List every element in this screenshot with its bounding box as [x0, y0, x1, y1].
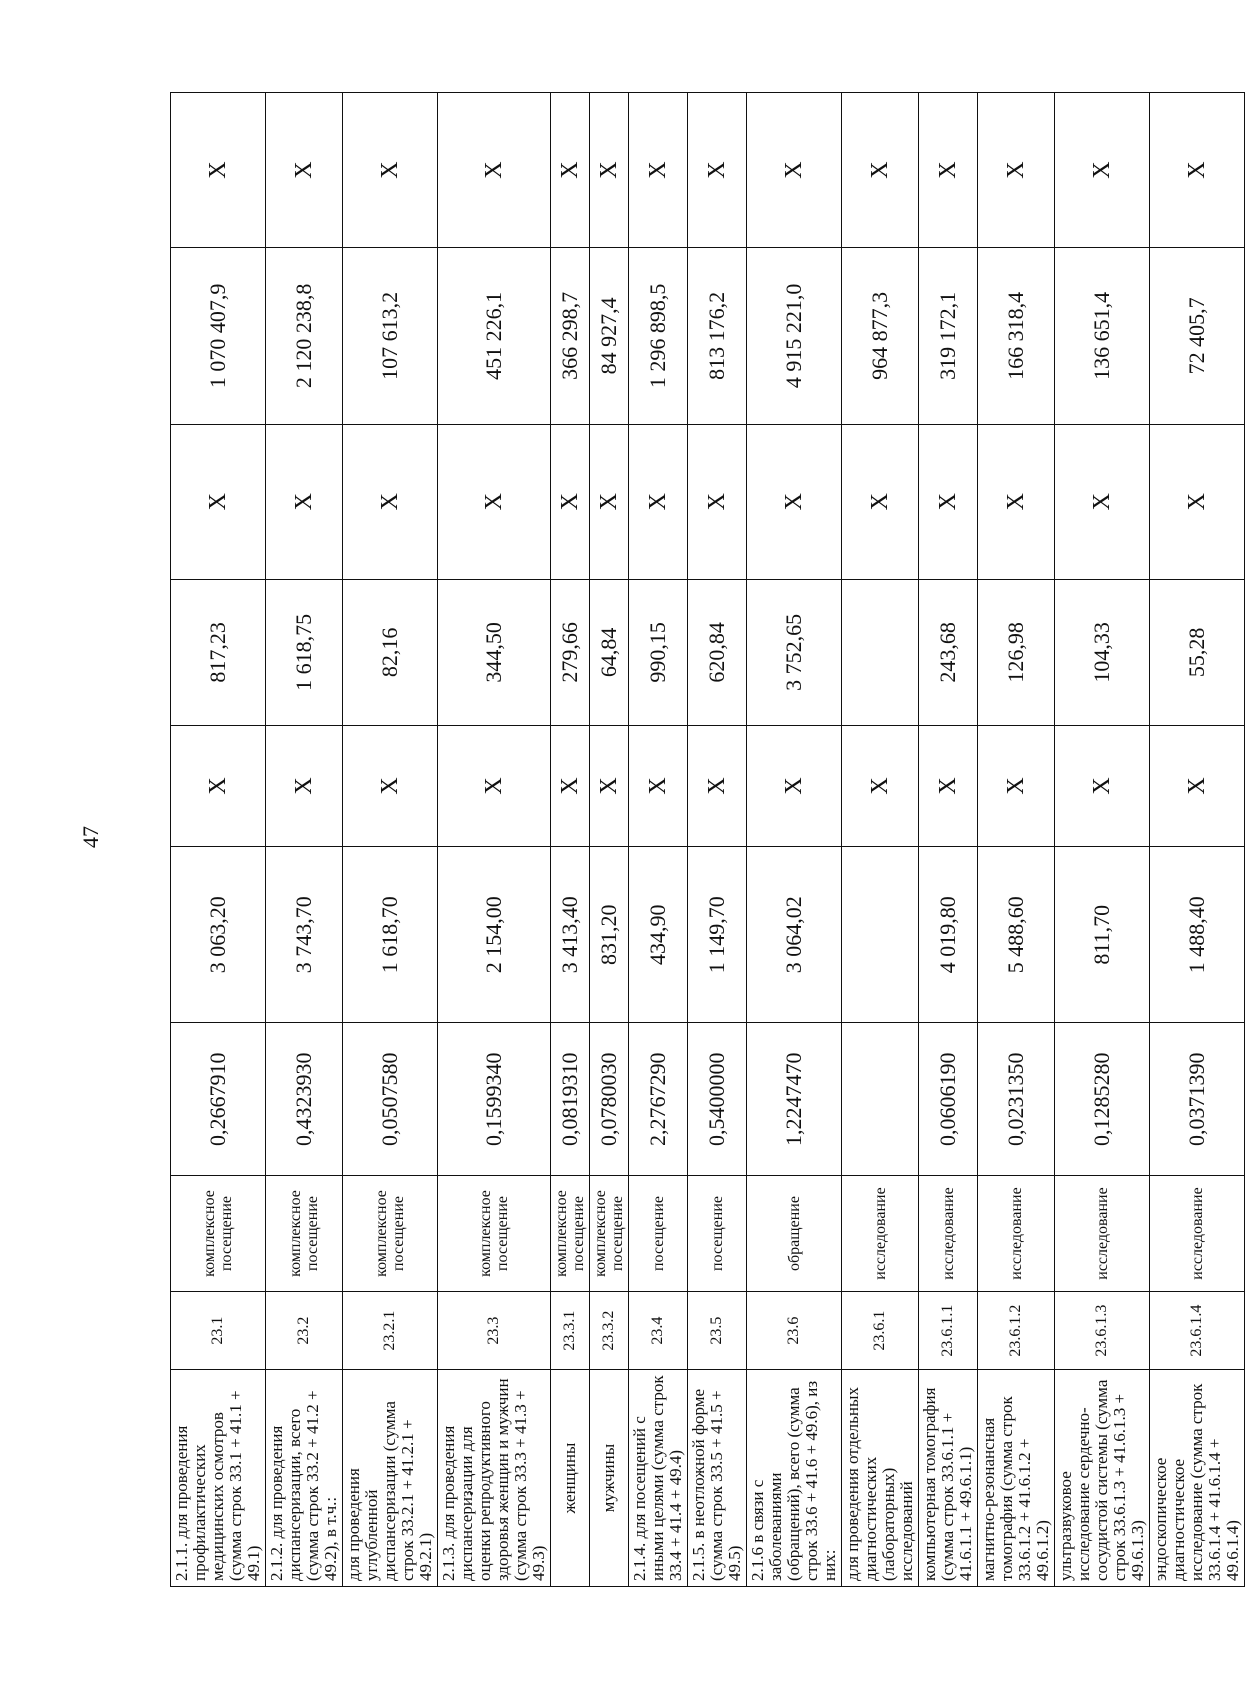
table-row: [590, 93, 629, 1587]
row-per-capita: 243,68: [919, 579, 978, 725]
row-total: 166 318,4: [978, 248, 1055, 425]
row-volume: 0,0780030: [590, 1023, 629, 1176]
row-x-mark: X: [629, 93, 688, 248]
row-unit: исследование: [978, 1176, 1055, 1292]
row-total: 4 915 221,0: [747, 248, 842, 425]
row-volume: 0,0231350: [978, 1023, 1055, 1176]
row-description: 2.1.1. для проведения профилактических медицинских осмотров (сумма строк 33.1 + 41.1 + 49.1): [171, 1370, 266, 1587]
row-total: 451 226,1: [438, 248, 551, 425]
row-x-mark: X: [1150, 93, 1245, 248]
row-description: 2.1.6 в связи с заболеваниями (обращений), всего (сумма строк 33.6 + 41.6 + 49.6), из них:: [747, 1370, 842, 1587]
row-per-capita: 990,15: [629, 579, 688, 725]
row-code: 23.6.1.1: [919, 1292, 978, 1370]
row-unit: исследование: [842, 1176, 919, 1292]
row-description: ультразвуковое исследование сердечно-сосудистой системы (сумма строк 33.6.1.3 + 41.6.1.3 + 49.6.1.3): [1055, 1370, 1150, 1587]
row-code: 23.6: [747, 1292, 842, 1370]
row-x-mark: X: [171, 424, 266, 579]
row-x-mark: X: [266, 93, 343, 248]
row-x-mark: X: [171, 725, 266, 846]
row-x-mark: X: [590, 424, 629, 579]
row-standard-cost: 434,90: [629, 846, 688, 1023]
row-total: 319 172,1: [919, 248, 978, 425]
row-total: 1 070 407,9: [171, 248, 266, 425]
table-row: [1150, 93, 1245, 1587]
row-x-mark: X: [747, 93, 842, 248]
row-per-capita: 3 752,65: [747, 579, 842, 725]
row-standard-cost: 1 618,70: [343, 846, 438, 1023]
row-per-capita: 620,84: [688, 579, 747, 725]
row-x-mark: X: [343, 93, 438, 248]
row-total: 2 120 238,8: [266, 248, 343, 425]
row-per-capita: 82,16: [343, 579, 438, 725]
row-code: 23.3.2: [590, 1292, 629, 1370]
row-standard-cost: 811,70: [1055, 846, 1150, 1023]
row-x-mark: X: [1055, 424, 1150, 579]
row-volume: 0,0371390: [1150, 1023, 1245, 1176]
row-description: мужчины: [590, 1370, 629, 1587]
table-row: [688, 93, 747, 1587]
row-unit: комплексное посещение: [266, 1176, 343, 1292]
row-volume: 0,0606190: [919, 1023, 978, 1176]
row-code: 23.1: [171, 1292, 266, 1370]
row-x-mark: X: [1150, 725, 1245, 846]
row-volume: 0,5400000: [688, 1023, 747, 1176]
row-description: для проведения углубленной диспансеризации (сумма строк 33.2.1 + 41.2.1 + 49.2.1): [343, 1370, 438, 1587]
table-row: [343, 93, 438, 1587]
table-row: [747, 93, 842, 1587]
row-standard-cost: 1 149,70: [688, 846, 747, 1023]
table-row: [629, 93, 688, 1587]
row-code: 23.3.1: [551, 1292, 590, 1370]
row-description: компьютерная томография (сумма строк 33.6.1.1 + 41.6.1.1 + 49.6.1.1): [919, 1370, 978, 1587]
row-code: 23.6.1.3: [1055, 1292, 1150, 1370]
row-code: 23.6.1.4: [1150, 1292, 1245, 1370]
row-total: 84 927,4: [590, 248, 629, 425]
row-x-mark: X: [438, 93, 551, 248]
row-total: 72 405,7: [1150, 248, 1245, 425]
table-row: [438, 93, 551, 1587]
row-unit: комплексное посещение: [343, 1176, 438, 1292]
row-standard-cost: 4 019,80: [919, 846, 978, 1023]
row-x-mark: X: [1150, 424, 1245, 579]
row-per-capita: 126,98: [978, 579, 1055, 725]
row-standard-cost: [842, 846, 919, 1023]
table-row: [978, 93, 1055, 1587]
row-unit: исследование: [1055, 1176, 1150, 1292]
row-x-mark: X: [551, 424, 590, 579]
row-x-mark: X: [842, 93, 919, 248]
row-unit: комплексное посещение: [590, 1176, 629, 1292]
row-volume: 1,2247470: [747, 1023, 842, 1176]
row-description: 2.1.2. для проведения диспансеризации, всего (сумма строк 33.2 + 41.2 + 49.2), в т.ч.:: [266, 1370, 343, 1587]
row-x-mark: X: [1055, 725, 1150, 846]
row-description: 2.1.3. для проведения диспансеризации для оценки репродуктивного здоровья женщин и мужчин (сумма строк 33.3 + 41.3 + 49.3): [438, 1370, 551, 1587]
row-x-mark: X: [842, 424, 919, 579]
row-x-mark: X: [688, 725, 747, 846]
row-x-mark: X: [747, 424, 842, 579]
row-volume: 0,0507580: [343, 1023, 438, 1176]
row-volume: 0,4323930: [266, 1023, 343, 1176]
row-unit: комплексное посещение: [171, 1176, 266, 1292]
row-per-capita: 817,23: [171, 579, 266, 725]
row-code: 23.6.1.2: [978, 1292, 1055, 1370]
row-code: 23.2: [266, 1292, 343, 1370]
row-per-capita: [842, 579, 919, 725]
row-standard-cost: 3 063,20: [171, 846, 266, 1023]
row-unit: комплексное посещение: [551, 1176, 590, 1292]
row-code: 23.2.1: [343, 1292, 438, 1370]
row-x-mark: X: [266, 424, 343, 579]
row-volume: 0,0819310: [551, 1023, 590, 1176]
row-x-mark: X: [266, 725, 343, 846]
row-code: 23.4: [629, 1292, 688, 1370]
row-x-mark: X: [551, 725, 590, 846]
row-volume: 2,2767290: [629, 1023, 688, 1176]
row-unit: исследование: [1150, 1176, 1245, 1292]
row-code: 23.3: [438, 1292, 551, 1370]
row-x-mark: X: [688, 424, 747, 579]
row-volume: [842, 1023, 919, 1176]
row-x-mark: X: [343, 424, 438, 579]
table-row: [1055, 93, 1150, 1587]
financing-table: [170, 92, 1245, 1587]
table-row: [171, 93, 266, 1587]
row-standard-cost: 2 154,00: [438, 846, 551, 1023]
table-row: [551, 93, 590, 1587]
row-x-mark: X: [978, 93, 1055, 248]
row-x-mark: X: [171, 93, 266, 248]
row-per-capita: 104,33: [1055, 579, 1150, 725]
row-unit: посещение: [629, 1176, 688, 1292]
table-row: [919, 93, 978, 1587]
table-row: [266, 93, 343, 1587]
row-per-capita: 279,66: [551, 579, 590, 725]
row-x-mark: X: [919, 725, 978, 846]
row-code: 23.5: [688, 1292, 747, 1370]
row-standard-cost: 3 413,40: [551, 846, 590, 1023]
row-standard-cost: 3 064,02: [747, 846, 842, 1023]
row-x-mark: X: [629, 424, 688, 579]
row-standard-cost: 5 488,60: [978, 846, 1055, 1023]
row-x-mark: X: [438, 725, 551, 846]
row-x-mark: X: [978, 424, 1055, 579]
row-x-mark: X: [919, 93, 978, 248]
row-standard-cost: 3 743,70: [266, 846, 343, 1023]
row-unit: комплексное посещение: [438, 1176, 551, 1292]
row-x-mark: X: [438, 424, 551, 579]
row-total: 107 613,2: [343, 248, 438, 425]
row-x-mark: X: [1055, 93, 1150, 248]
row-total: 813 176,2: [688, 248, 747, 425]
row-x-mark: X: [551, 93, 590, 248]
row-x-mark: X: [629, 725, 688, 846]
table-row: [842, 93, 919, 1587]
row-description: 2.1.5. в неотложной форме (сумма строк 33.5 + 41.5 + 49.5): [688, 1370, 747, 1587]
row-description: для проведения отдельных диагностических (лабораторных) исследований: [842, 1370, 919, 1587]
row-per-capita: 344,50: [438, 579, 551, 725]
row-x-mark: X: [343, 725, 438, 846]
page-number: 47: [78, 826, 103, 848]
row-x-mark: X: [919, 424, 978, 579]
row-x-mark: X: [688, 93, 747, 248]
row-description: магнитно-резонансная томография (сумма строк 33.6.1.2 + 41.6.1.2 + 49.6.1.2): [978, 1370, 1055, 1587]
row-unit: посещение: [688, 1176, 747, 1292]
row-per-capita: 55,28: [1150, 579, 1245, 725]
row-x-mark: X: [842, 725, 919, 846]
row-description: 2.1.4. для посещений с иными целями (сумма строк 33.4 + 41.4 + 49.4): [629, 1370, 688, 1587]
row-x-mark: X: [590, 725, 629, 846]
row-volume: 0,1599340: [438, 1023, 551, 1176]
row-code: 23.6.1: [842, 1292, 919, 1370]
row-volume: 0,2667910: [171, 1023, 266, 1176]
row-standard-cost: 831,20: [590, 846, 629, 1023]
table-container: [170, 92, 1242, 1587]
row-volume: 0,1285280: [1055, 1023, 1150, 1176]
row-per-capita: 1 618,75: [266, 579, 343, 725]
row-total: 366 298,7: [551, 248, 590, 425]
row-x-mark: X: [978, 725, 1055, 846]
row-per-capita: 64,84: [590, 579, 629, 725]
row-total: 136 651,4: [1055, 248, 1150, 425]
row-unit: исследование: [919, 1176, 978, 1292]
row-x-mark: X: [747, 725, 842, 846]
row-description: женщины: [551, 1370, 590, 1587]
row-total: 1 296 898,5: [629, 248, 688, 425]
row-unit: обращение: [747, 1176, 842, 1292]
row-total: 964 877,3: [842, 248, 919, 425]
row-x-mark: X: [590, 93, 629, 248]
row-standard-cost: 1 488,40: [1150, 846, 1245, 1023]
row-description: эндоскопическое диагностическое исследование (сумма строк 33.6.1.4 + 41.6.1.4 + 49.6.1.4): [1150, 1370, 1245, 1587]
